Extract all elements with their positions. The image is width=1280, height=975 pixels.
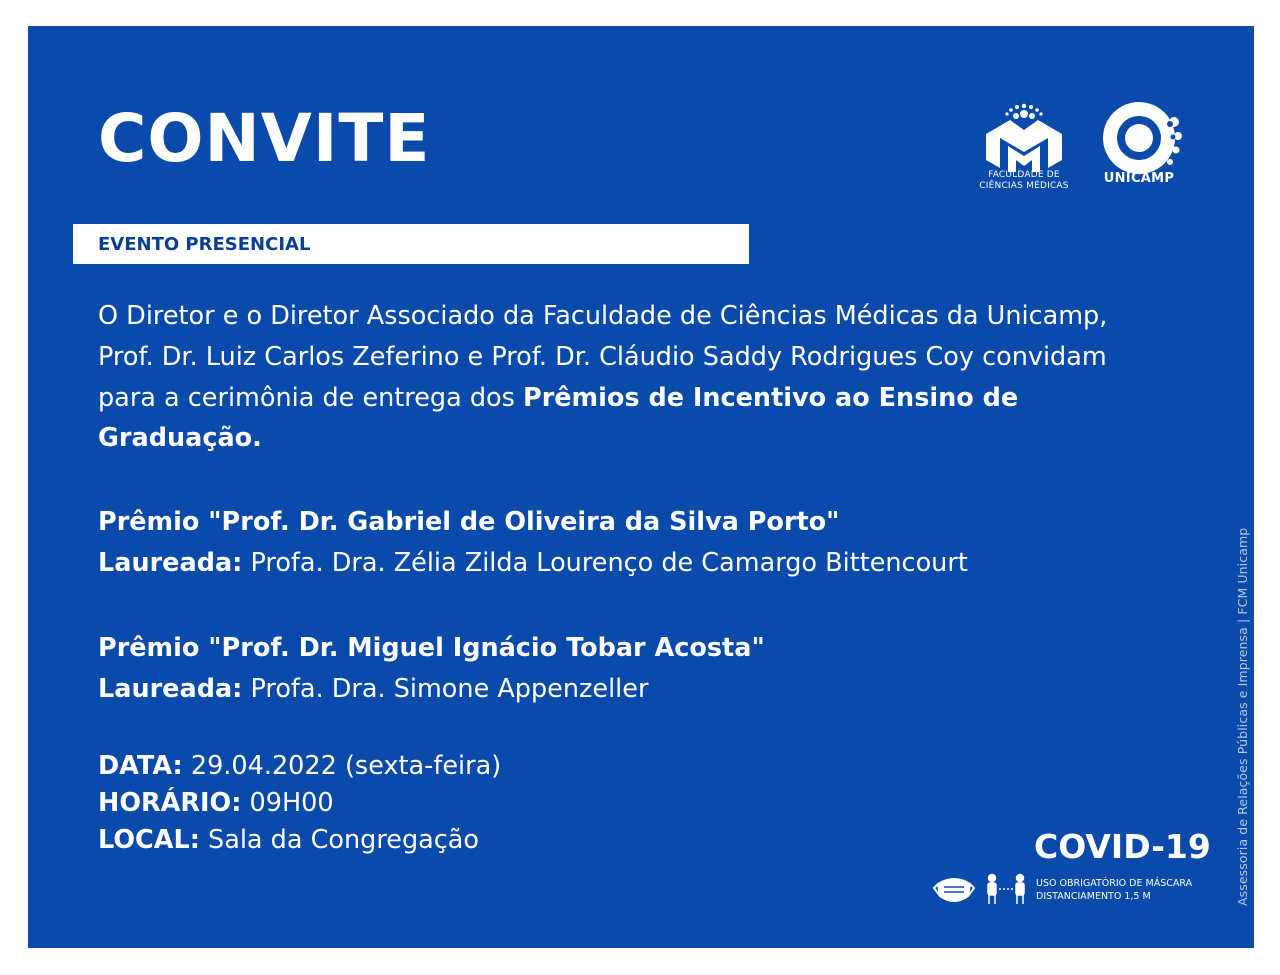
award-2-laureate: Laureada: Profa. Dra. Simone Appenzeller (98, 673, 649, 704)
credit-text: Assessoria de Relações Públicas e Imprensa | FCM Unicamp (1235, 527, 1250, 906)
distancing-icon (988, 875, 1024, 905)
covid-rule-mask: USO OBRIGATÓRIO DE MÁSCARA (1036, 878, 1193, 889)
award-1-laureate: Laureada: Profa. Dra. Zélia Zilda Lourenço de Camargo Bittencourt (98, 547, 968, 578)
event-type-tag (73, 224, 749, 264)
event-date: DATA: 29.04.2022 (sexta-feira) (98, 751, 502, 781)
award-2-title: Prêmio "Prof. Dr. Miguel Ignácio Tobar Acosta" (98, 633, 765, 663)
intro-line-3: para a cerimônia de entrega dos Prêmios de Incentivo ao Ensino de (98, 382, 1019, 413)
event-time: HORÁRIO: 09H00 (98, 787, 334, 818)
invitation-card (28, 26, 1254, 948)
covid-title: COVID-19 (1034, 827, 1211, 866)
intro-line-1: O Diretor e o Diretor Associado da Faculdade de Ciências Médicas da Unicamp, (98, 301, 1108, 331)
award-1 (98, 502, 968, 584)
mask-icon (934, 879, 974, 901)
intro-line-2: Prof. Dr. Luiz Carlos Zeferino e Prof. Dr. Cláudio Saddy Rodrigues Coy convidam (98, 341, 1107, 372)
unicamp-logo-text: UNICAMP (1103, 171, 1175, 186)
award-1-title: Prêmio "Prof. Dr. Gabriel de Oliveira da Silva Porto" (98, 507, 840, 537)
covid-icons (932, 872, 1032, 906)
fcm-logo-text: FACULDADE DE CIÊNCIAS MÉDICAS (979, 170, 1069, 191)
intro-paragraph (98, 296, 1107, 459)
intro-line-4: Graduação. (98, 423, 262, 454)
event-details (98, 748, 501, 859)
page-title: CONVITE (98, 100, 431, 177)
event-type-label: EVENTO PRESENCIAL (98, 233, 311, 255)
covid-rule-distancing: DISTANCIAMENTO 1,5 M (1036, 891, 1151, 902)
covid-rules (1036, 877, 1192, 903)
award-2 (98, 628, 765, 710)
event-place: LOCAL: Sala da Congregação (98, 824, 480, 855)
